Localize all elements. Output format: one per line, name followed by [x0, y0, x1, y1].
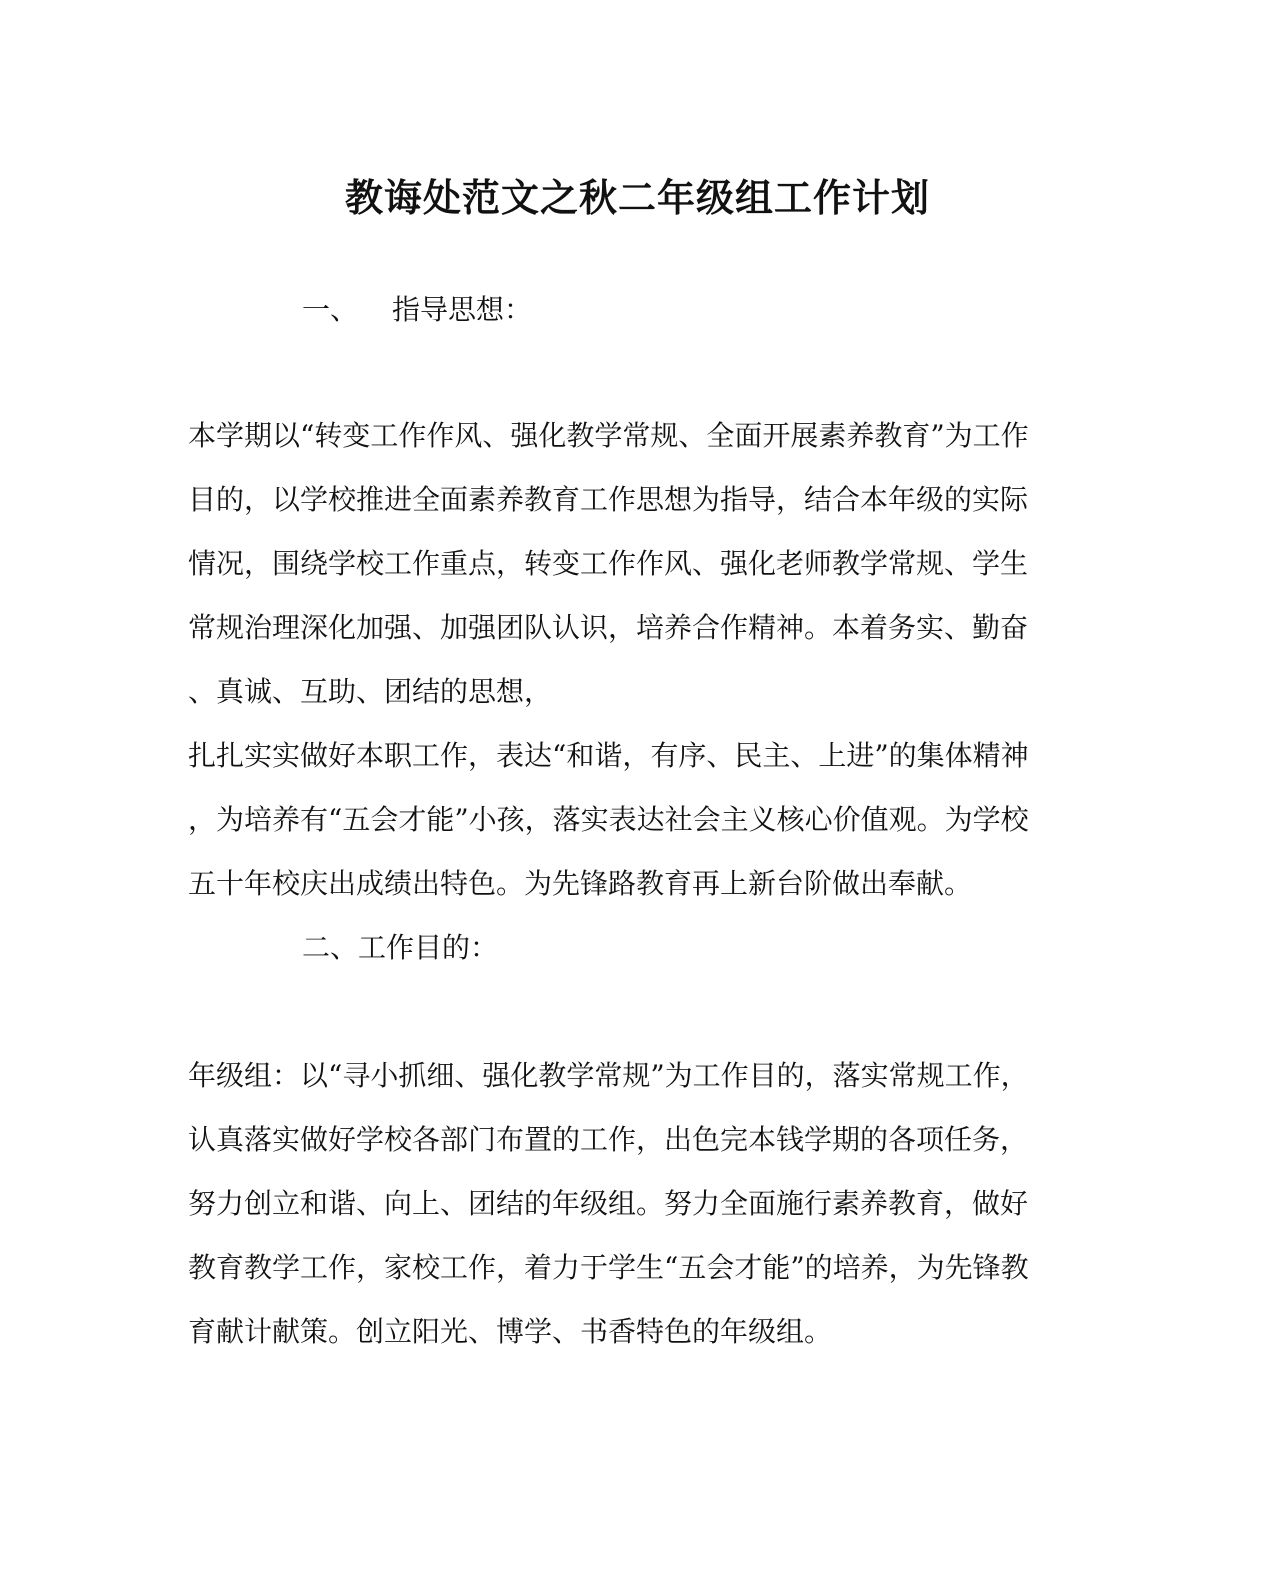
paragraph-line: 情况，围绕学校工作重点，转变工作作风、强化老师教学常规、学生 [188, 547, 1029, 580]
paragraph-line: 努力创立和谐、向上、团结的年级组。努力全面施行素养教育，做好 [188, 1187, 1029, 1220]
paragraph-line: ，为培养有“五会才能”小孩，落实表达社会主义核心价值观。为学校 [188, 803, 1029, 836]
paragraph-line: 五十年校庆出成绩出特色。为先锋路教育再上新台阶做出奉献。 [188, 867, 973, 900]
section-heading-work-goals: 二、工作目的： [302, 931, 499, 964]
paragraph-line: 教育教学工作，家校工作，着力于学生“五会才能”的培养，为先锋教 [188, 1251, 1029, 1284]
paragraph-line: 年级组：以“寻小抓细、强化教学常规”为工作目的，落实常规工作， [188, 1059, 1029, 1092]
document-title: 教诲处范文之秋二年级组工作计划 [344, 175, 930, 220]
section-number: 一、 [302, 293, 359, 326]
paragraph-line: 扎扎实实做好本职工作，表达“和谐，有序、民主、上进”的集体精神 [188, 739, 1029, 772]
paragraph-work-goals [188, 1044, 1068, 1364]
paragraph-line: 本学期以“转变工作作风、强化教学常规、全面开展素养教育”为工作 [188, 419, 1029, 452]
section-heading-guiding-thought [302, 290, 532, 330]
paragraph-line: 认真落实做好学校各部门布置的工作，出色完本钱学期的各项任务， [188, 1123, 1029, 1156]
paragraph-line: 常规治理深化加强、加强团队认识，培养合作精神。本着务实、勤奋 [188, 611, 1029, 644]
paragraph-guiding-thought [188, 404, 1068, 916]
section-label: 指导思想： [392, 293, 533, 326]
paragraph-line: 、真诚、互助、团结的思想， [188, 675, 553, 708]
paragraph-line: 育献计献策。创立阳光、博学、书香特色的年级组。 [188, 1315, 833, 1348]
paragraph-line: 目的，以学校推进全面素养教育工作思想为指导，结合本年级的实际 [188, 483, 1029, 516]
